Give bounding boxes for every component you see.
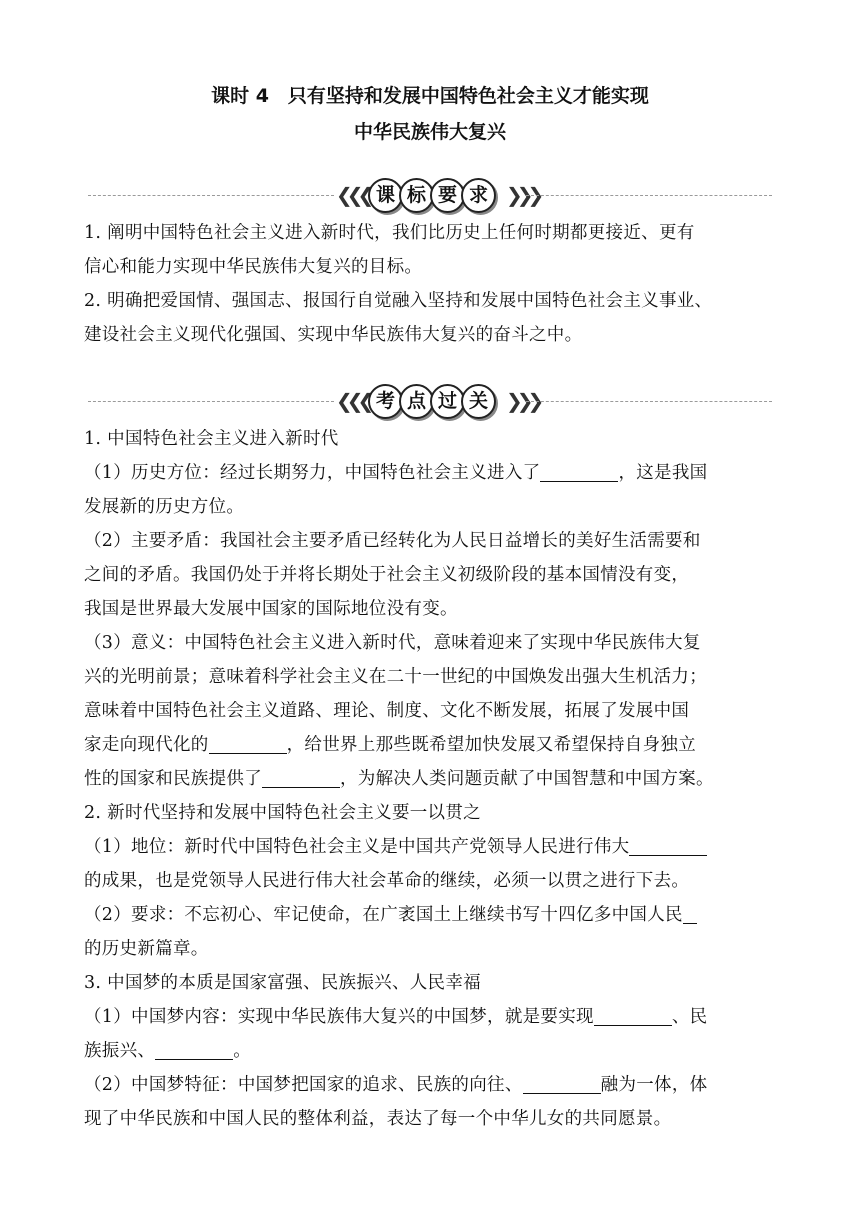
fill-blank[interactable] xyxy=(594,1005,672,1026)
double-chevron-left-icon: ❮❮❮ xyxy=(336,389,369,413)
section-heading: 1. 中国特色社会主义进入新时代 xyxy=(84,429,339,449)
text-line: （2）主要矛盾：我国社会主要矛盾已经转化为人民日益增长的美好生活需要和 xyxy=(84,531,701,551)
double-chevron-right-icon: ❯❯❯ xyxy=(506,389,539,413)
fill-blank[interactable] xyxy=(209,733,287,754)
text-line: 发展新的历史方位。 xyxy=(84,497,245,517)
banner-heading xyxy=(368,384,492,420)
text-line: （3）意义：中国特色社会主义进入新时代，意味着迎来了实现中华民族伟大复 xyxy=(84,633,701,653)
fill-blank[interactable] xyxy=(262,767,340,788)
text-line: 家走向现代化的 ，给世界上那些既希望加快发展又希望保持自身独立 xyxy=(84,735,697,755)
fill-blank[interactable] xyxy=(155,1039,233,1060)
text-line: 之间的矛盾。我国仍处于并将长期处于社会主义初级阶段的基本国情没有变， xyxy=(84,565,690,585)
requirement-line: 1. 阐明中国特色社会主义进入新时代，我们比历史上任何时期都更接近、更有 xyxy=(84,223,695,243)
requirement-line: 建设社会主义现代化强国、实现中华民族伟大复兴的奋斗之中。 xyxy=(84,325,583,345)
text-line: 现了中华民族和中国人民的整体利益，表达了每一个中华儿女的共同愿景。 xyxy=(84,1109,672,1129)
text-line: 族振兴、 。 xyxy=(84,1041,252,1061)
banner-heading xyxy=(368,178,492,214)
section-heading: 2. 新时代坚持和发展中国特色社会主义要一以贯之 xyxy=(84,803,481,823)
banner-char: 点 xyxy=(399,384,434,419)
key-points-section xyxy=(84,422,778,1136)
fill-blank[interactable] xyxy=(540,461,618,482)
text-line: 的历史新篇章。 xyxy=(84,939,209,959)
banner-char: 考 xyxy=(368,384,403,419)
text-line: 性的国家和民族提供了 ，为解决人类问题贡献了中国智慧和中国方案。 xyxy=(84,769,714,789)
section-banner-requirements xyxy=(88,176,772,216)
fill-blank[interactable] xyxy=(523,1073,601,1094)
text-line: 兴的光明前景；意味着科学社会主义在二十一世纪的中国焕发出强大生机活力； xyxy=(84,667,707,687)
requirement-line: 2. 明确把爱国情、强国志、报国行自觉融入坚持和发展中国特色社会主义事业、 xyxy=(84,291,713,311)
text-line: 意味着中国特色社会主义道路、理论、制度、文化不断发展，拓展了发展中国 xyxy=(84,701,690,721)
banner-char: 课 xyxy=(368,178,403,213)
divider-right xyxy=(526,195,772,196)
banner-char: 关 xyxy=(461,384,496,419)
divider-left xyxy=(88,195,334,196)
fill-blank[interactable] xyxy=(629,835,707,856)
banner-char: 过 xyxy=(430,384,465,419)
requirement-line: 信心和能力实现中华民族伟大复兴的目标。 xyxy=(84,257,423,277)
text-line: （2）中国梦特征：中国梦把国家的追求、民族的向往、 融为一体，体 xyxy=(84,1075,708,1095)
divider-right xyxy=(526,401,772,402)
divider-left xyxy=(88,401,334,402)
requirements-section xyxy=(84,216,778,352)
text-line: （1）中国梦内容：实现中华民族伟大复兴的中国梦，就是要实现 、民 xyxy=(84,1007,708,1027)
lesson-title: 课时 4 只有坚持和发展中国特色社会主义才能实现 xyxy=(211,85,649,107)
section-heading: 3. 中国梦的本质是国家富强、民族振兴、人民幸福 xyxy=(84,973,481,993)
section-banner-key-points xyxy=(88,382,772,422)
text-line: （2）要求：不忘初心、牢记使命，在广袤国土上继续书写十四亿多中国人民 xyxy=(84,898,778,932)
double-chevron-right-icon: ❯❯❯ xyxy=(506,183,539,207)
text-line: 的成果，也是党领导人民进行伟大社会革命的继续，必须一以贯之进行下去。 xyxy=(84,871,690,891)
banner-char: 求 xyxy=(461,178,496,213)
banner-char: 要 xyxy=(430,178,465,213)
double-chevron-left-icon: ❮❮❮ xyxy=(336,183,369,207)
text-line: 我国是世界最大发展中国家的国际地位没有变。 xyxy=(84,599,458,619)
banner-char: 标 xyxy=(399,178,434,213)
lesson-subtitle: 中华民族伟大复兴 xyxy=(353,121,506,143)
fill-blank[interactable] xyxy=(683,903,697,924)
text-line: （1）历史方位：经过长期努力，中国特色社会主义进入了 ，这是我国 xyxy=(84,463,708,483)
text-line: （1）地位：新时代中国特色社会主义是中国共产党领导人民进行伟大 xyxy=(84,830,778,864)
